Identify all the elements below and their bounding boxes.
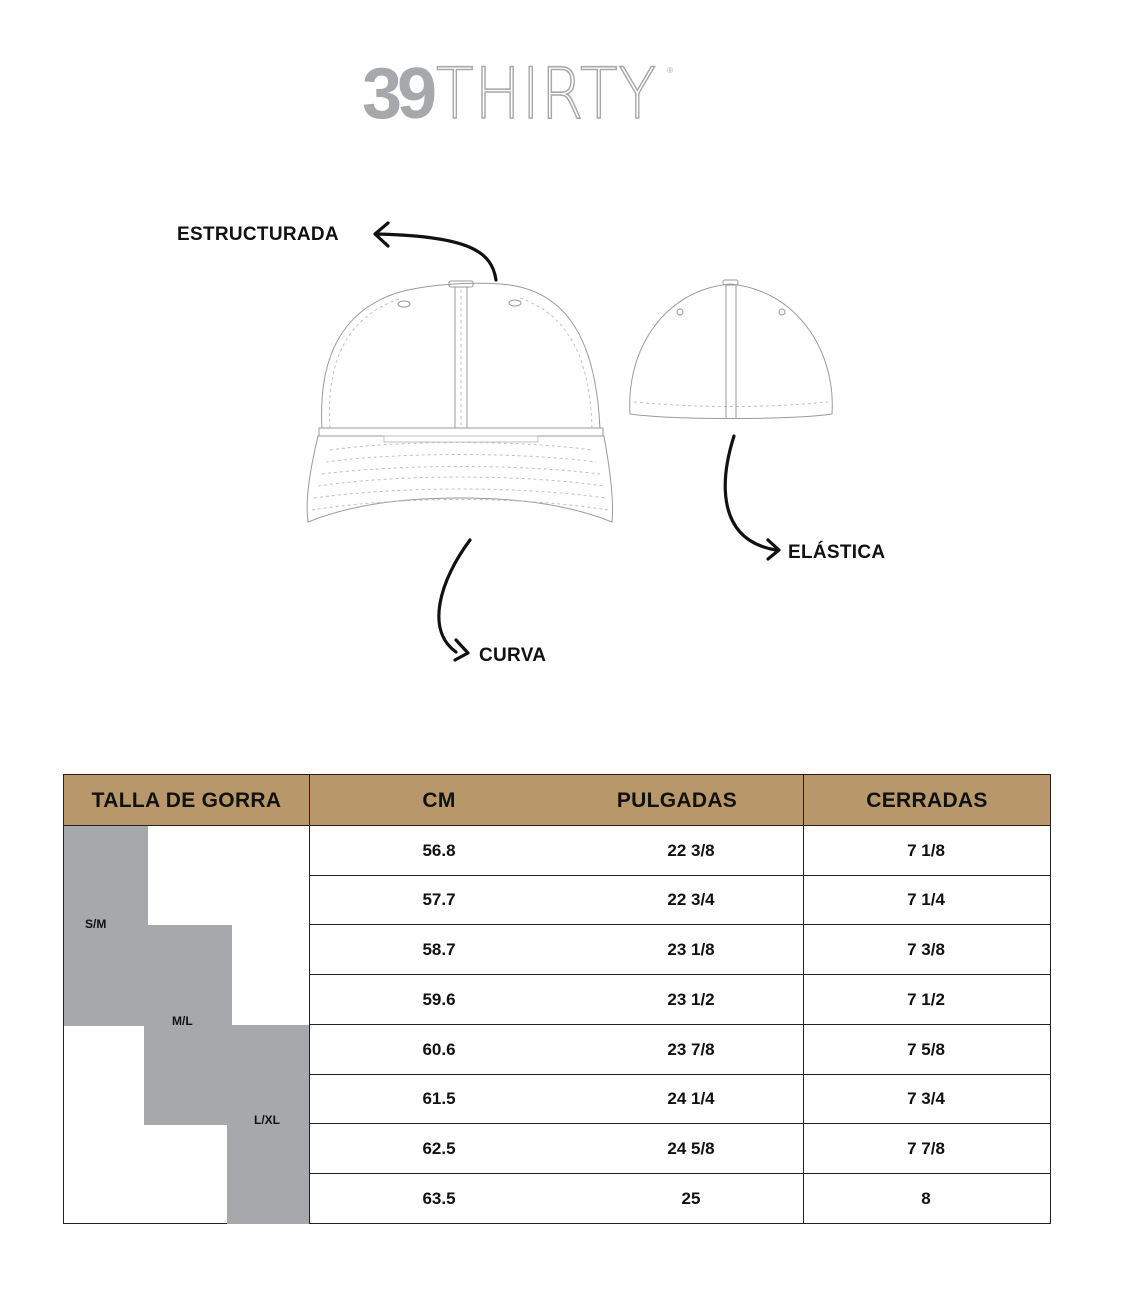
arrow-elastic — [725, 436, 776, 550]
cell-cm: 58.7 — [422, 939, 456, 959]
cell-inches: 25 — [681, 1188, 701, 1208]
cell-inches: 23 7/8 — [667, 1039, 715, 1059]
size-chart-table — [63, 774, 1051, 1224]
header-cap-size: TALLA DE GORRA — [91, 789, 282, 812]
size-block-ml-lower — [144, 1025, 229, 1125]
table-row — [309, 1075, 1050, 1124]
cell-inches: 24 1/4 — [667, 1089, 715, 1108]
cell-inches: 23 1/2 — [667, 989, 715, 1009]
size-label-lxl: L/XL — [254, 1113, 280, 1127]
table-header — [64, 775, 1050, 826]
cell-fitted: 7 1/2 — [907, 989, 945, 1009]
cell-cm: 60.6 — [422, 1039, 456, 1059]
table-row — [309, 975, 1050, 1025]
logo-number: 39 — [362, 54, 433, 134]
cell-fitted: 8 — [921, 1188, 931, 1208]
cell-fitted: 7 7/8 — [907, 1138, 945, 1158]
table-row — [309, 1124, 1050, 1174]
callout-structured: ESTRUCTURADA — [177, 224, 339, 245]
table-row — [309, 1025, 1050, 1075]
callout-elastic: ELÁSTICA — [788, 542, 886, 563]
size-label-ml: M/L — [172, 1014, 193, 1028]
registered-mark: ® — [667, 66, 674, 75]
cell-fitted: 7 5/8 — [907, 1039, 945, 1059]
cell-fitted: 7 1/8 — [907, 840, 945, 860]
cap-front-visor — [307, 436, 612, 522]
arrow-structured — [376, 234, 496, 280]
cell-cm: 63.5 — [422, 1188, 456, 1208]
callout-curved: CURVA — [479, 645, 547, 666]
cell-cm: 62.5 — [422, 1138, 456, 1158]
cell-fitted: 7 3/8 — [907, 939, 945, 959]
cell-inches: 22 3/8 — [667, 840, 715, 860]
cell-inches: 23 1/8 — [667, 939, 715, 959]
table-row — [309, 876, 1050, 925]
logo-word: THIRTY — [436, 53, 658, 135]
cell-fitted: 7 1/4 — [907, 890, 945, 909]
header-inches: PULGADAS — [616, 789, 738, 812]
cell-inches: 22 3/4 — [667, 890, 715, 909]
size-label-sm: S/M — [85, 917, 107, 931]
cap-back-crown — [630, 284, 833, 419]
cell-fitted: 7 3/4 — [907, 1089, 945, 1108]
cell-inches: 24 5/8 — [667, 1138, 715, 1158]
table-row — [309, 925, 1050, 975]
arrow-curved — [439, 540, 470, 652]
table-row — [309, 826, 1050, 876]
header-fitted: CERRADAS — [866, 789, 988, 812]
header-cm: CM — [422, 789, 456, 812]
cell-cm: 59.6 — [422, 989, 456, 1009]
arrowhead-icon — [455, 640, 468, 660]
cell-cm: 56.8 — [422, 840, 456, 860]
table-row — [309, 1174, 1050, 1223]
cell-cm: 61.5 — [422, 1089, 456, 1108]
cell-cm: 57.7 — [422, 890, 456, 909]
